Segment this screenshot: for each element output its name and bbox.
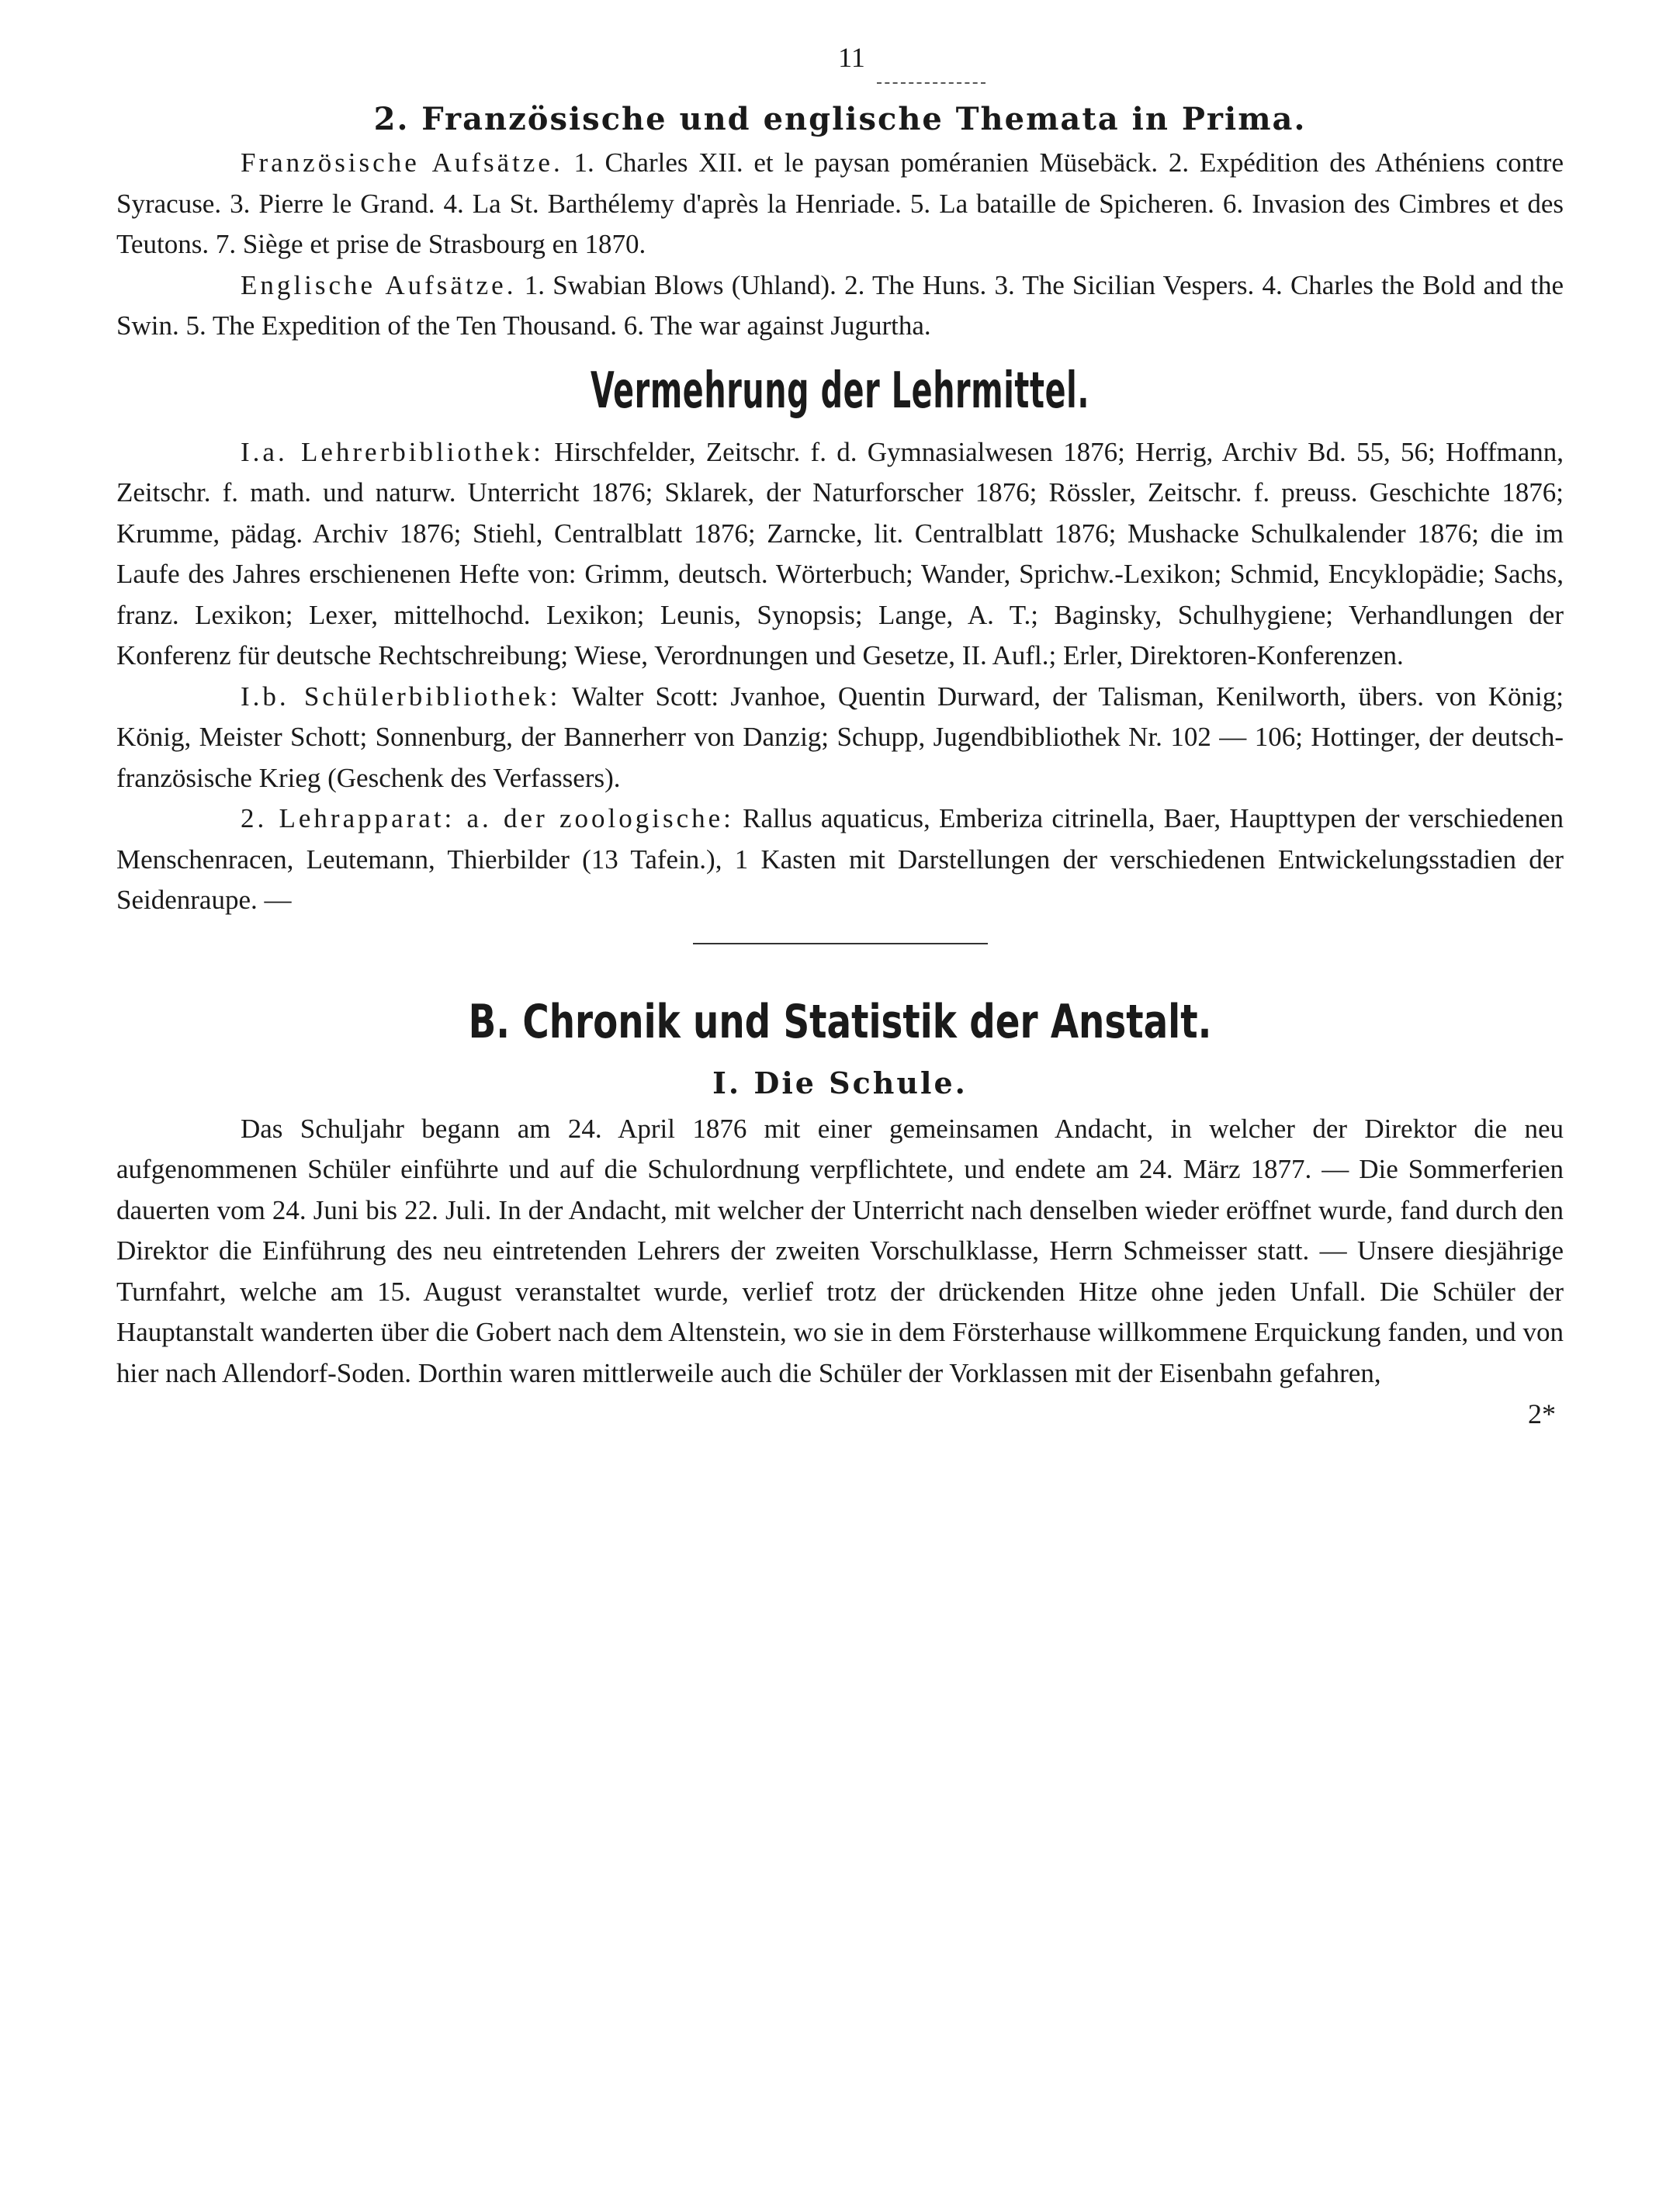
ib-text: Walter Scott: Jvanhoe, Quentin Durward, der Talisman, Kenilworth, übers. von König; König, Meister Schott; Sonnenburg, der Bannerherr von Danzig; Schupp, Jugendbibliothek Nr. 102 — 106; Hottinger, der deutsch-französische Krieg (Geschenk des Verfassers). bbox=[116, 681, 1564, 793]
ia-label: I.a. Lehrerbibliothek: bbox=[241, 436, 544, 467]
paragraph-schuelerbibliothek bbox=[116, 677, 1564, 799]
section-heading-chronik: B. Chronik und Statistik der Anstalt. bbox=[468, 994, 1212, 1049]
fr-label: Französische Aufsätze. bbox=[241, 147, 563, 178]
signature-mark: 2* bbox=[1528, 1398, 1556, 1429]
fr-text: 1. Charles XII. et le paysan poméranien Müsebäck. 2. Expédition des Athéniens contre Syracuse. 3. Pierre le Grand. 4. La St. Barthélemy d'après la Henriade. 5. La bataille de Spicheren. 6. Invasion des Cimbres et des Teutons. 7. Siège et prise de Strasbourg en 1870. bbox=[116, 147, 1564, 259]
paragraph-lehrerbibliothek bbox=[116, 432, 1564, 677]
en-text: 1. Swabian Blows (Uhland). 2. The Huns. 3. The Sicilian Vespers. 4. Charles the Bold and the Swin. 5. The Expedition of the Ten Thousand. 6. The war against Jugurtha. bbox=[116, 269, 1564, 341]
ib-label: I.b. Schülerbibliothek: bbox=[241, 681, 561, 712]
ia-text: Hirschfelder, Zeitschr. f. d. Gymnasialwesen 1876; Herrig, Archiv Bd. 55, 56; Hoffmann, Zeitschr. f. math. und naturw. Unterricht 1876; Sklarek, der Naturforscher 1876; Rössler, Zeitschr. f. preuss. Geschichte 1876; Krumme, pädag. Archiv 1876; Stiehl, Centralblatt 1876; Zarncke, lit. Centralblatt 1876; Mushacke Schulkalender 1876; die im Laufe des Jahres erschienenen Hefte von: Grimm, deutsch. Wörterbuch; Wander, Sprichw.-Lexikon; Schmid, Encyklopädie; Sachs, franz. Lexikon; Lexer, mittelhochd. Lexikon; Leunis, Synopsis; Lange, A. T.; Baginsky, Schulhygiene; Verhandlungen der Konferenz für deutsche Rechtschreibung; Wiese, Verordnungen und Gesetze, II. Aufl.; Erler, Direktoren-Konferenzen. bbox=[116, 436, 1564, 670]
subheading-schule: I. Die Schule. bbox=[712, 1065, 968, 1100]
paragraph-schule: Das Schuljahr begann am 24. April 1876 mit einer gemeinsamen Andacht, in welcher der Direktor die neu aufgenommenen Schüler einführte und auf die Schulordnung verpflichtete, und endete am 24. März 1877. — Die Sommerferien dauerten vom 24. Juni bis 22. Juli. In der Andacht, mit welcher der Unterricht nach denselben wieder eröffnet wurde, fand durch den Direktor die Einführung des neu eintretenden Lehrers der zweiten Vorschulklasse, Herrn Schmeisser statt. — Unsere diesjährige Turnfahrt, welche am 15. August veranstaltet wurde, verlief trotz der drückenden Hitze ohne jeden Unfall. Die Schüler der Hauptanstalt wanderten über die Gobert nach dem Altenstein, wo sie in dem Försterhause willkommene Erquickung fanden, und von hier nach Allendorf-Soden. Dorthin waren mittlerweile auch die Schüler der Vorklassen mit der Eisenbahn gefahren, bbox=[116, 1113, 1564, 1388]
section-divider bbox=[693, 943, 988, 944]
en-label: Englische Aufsätze. bbox=[241, 269, 517, 300]
page-number: 11 bbox=[838, 42, 865, 73]
paragraph-en bbox=[116, 265, 1564, 347]
item2-label: 2. Lehrapparat: a. der zoologische: bbox=[241, 803, 734, 833]
paragraph-lehrapparat bbox=[116, 799, 1564, 921]
section-heading-lehrmittel: Vermehrung der Lehrmittel. bbox=[590, 362, 1090, 420]
paragraph-fr bbox=[116, 143, 1564, 265]
section-heading-fr-en: 2. Französische und englische Themata in Prima. bbox=[373, 101, 1307, 137]
item2-text: Rallus aquaticus, Emberiza citrinella, Baer, Haupttypen der verschiedenen Menschenracen, Leutemann, Thierbilder (13 Tafein.), 1 Kasten mit Darstellungen der verschiedenen Entwickelungsstadien der Seidenraupe. — bbox=[116, 803, 1564, 915]
page-number-ornament bbox=[877, 76, 985, 84]
